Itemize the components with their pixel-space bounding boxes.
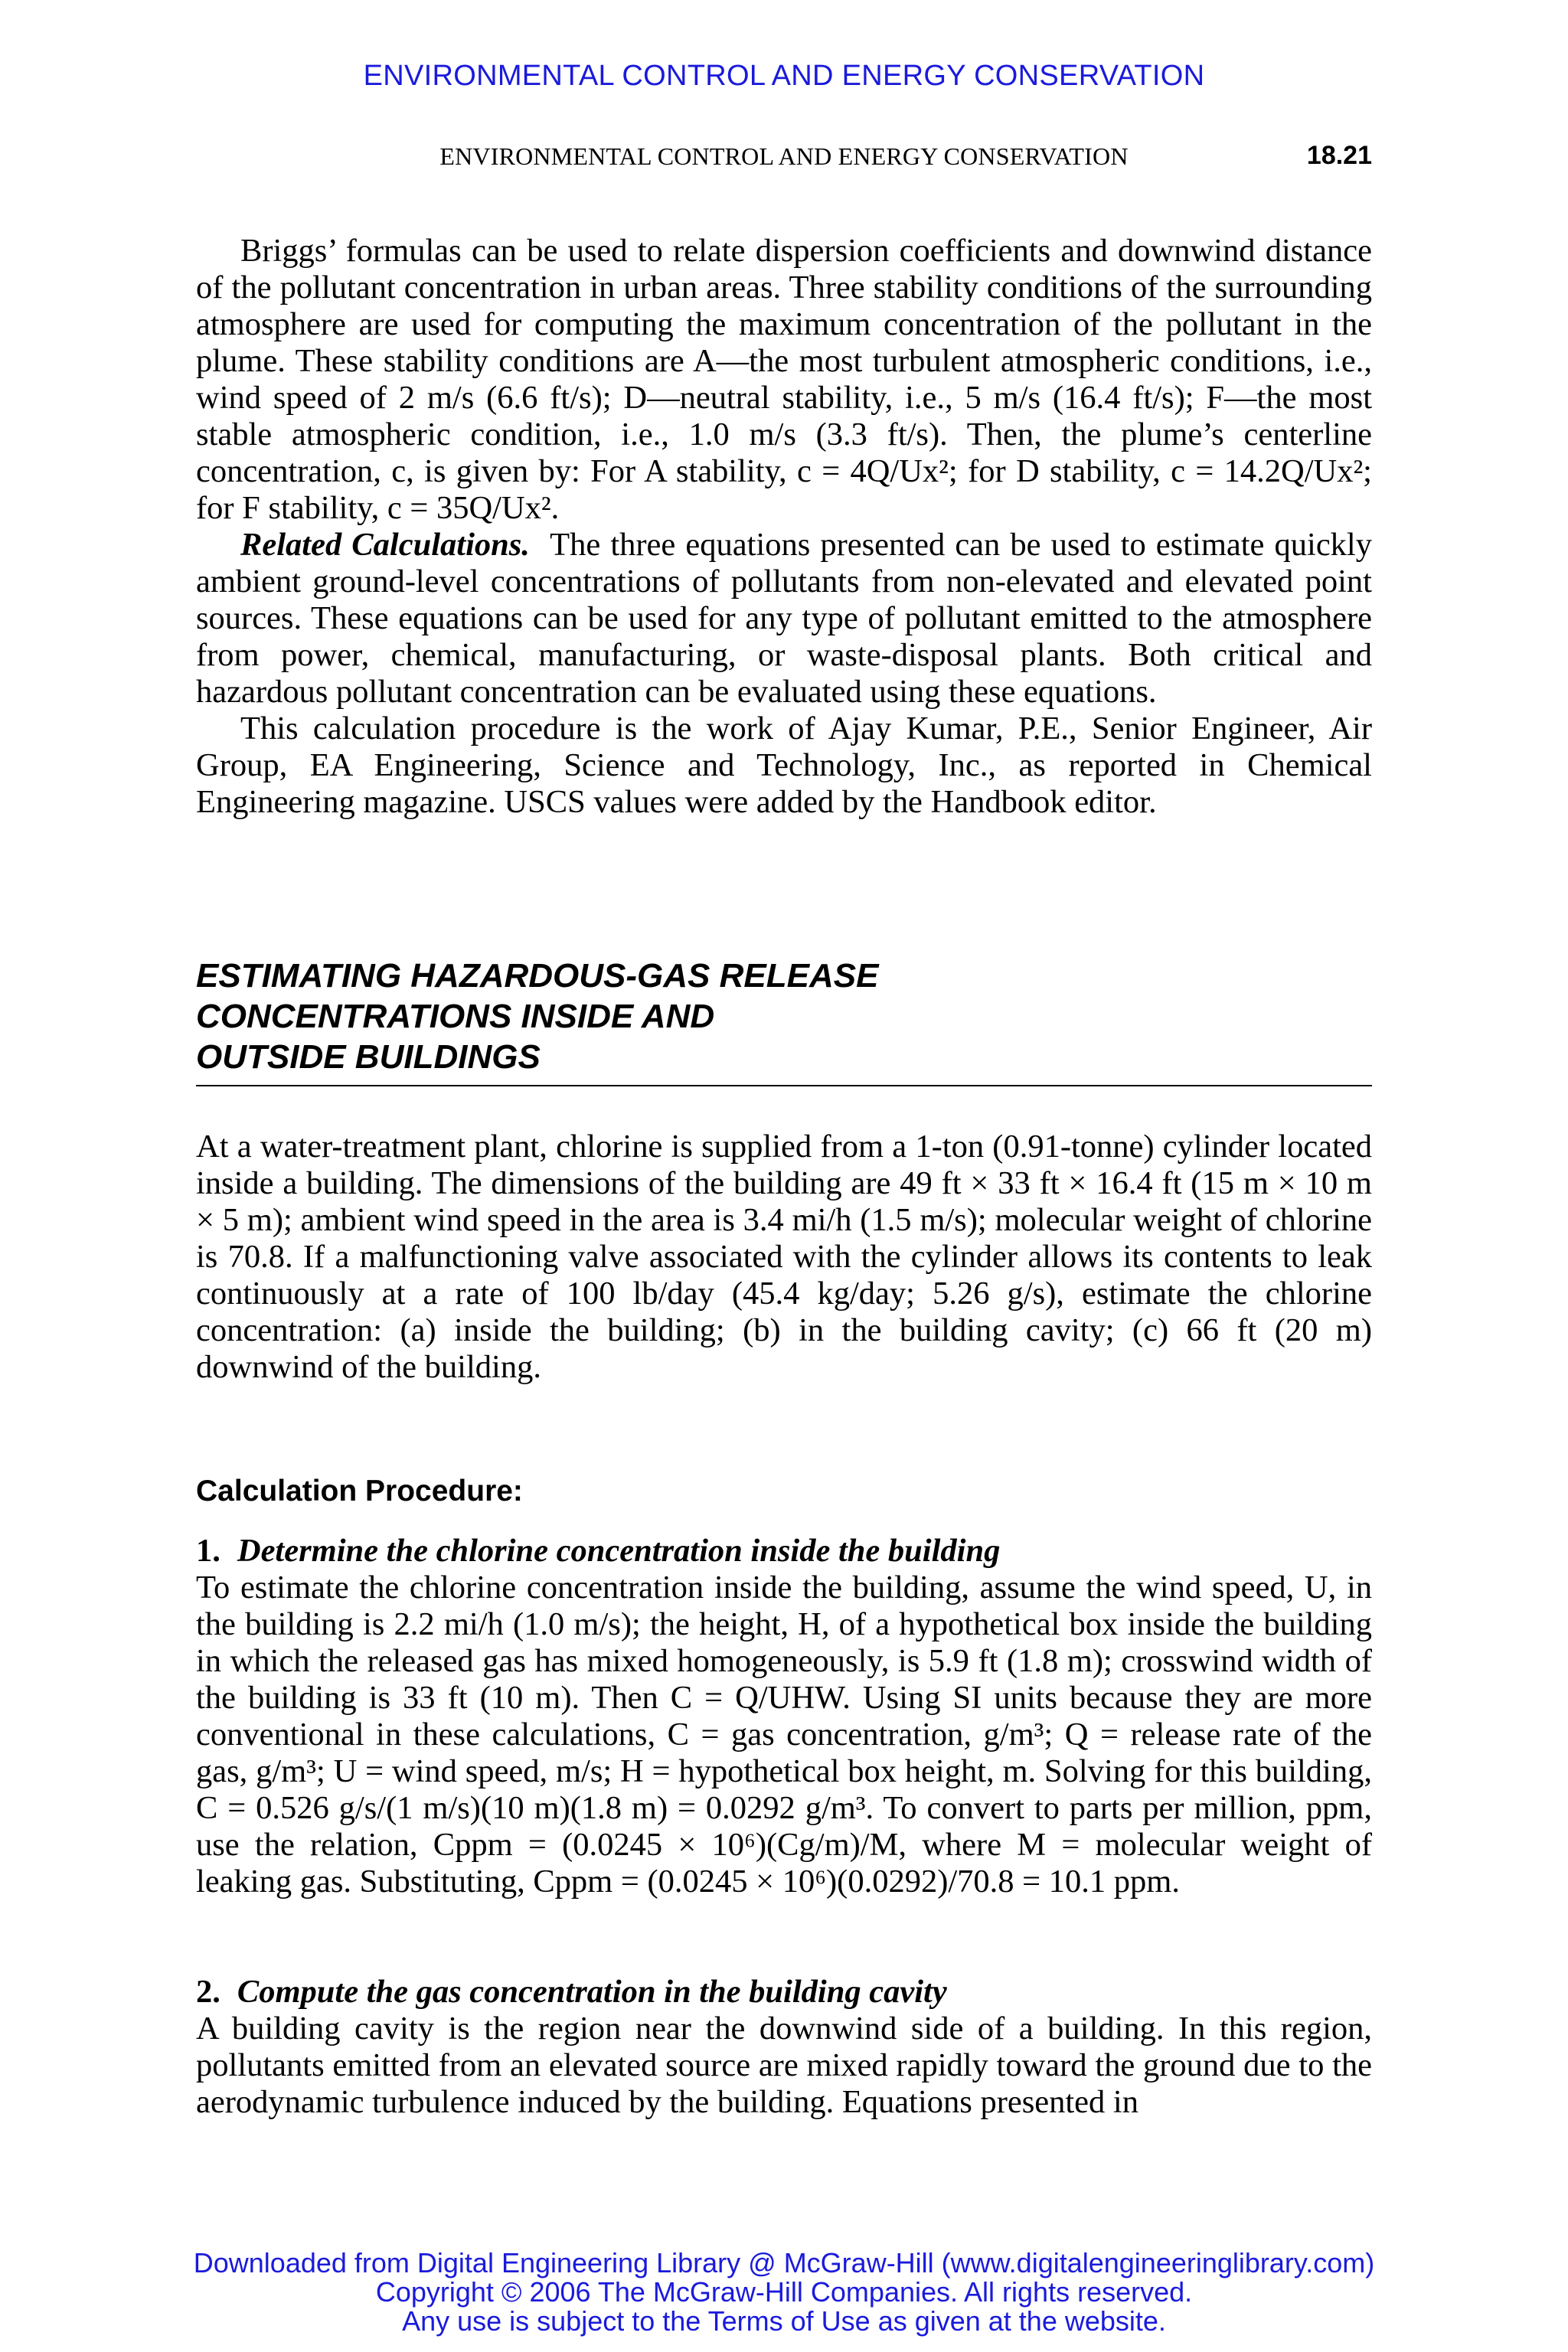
section-heading-line: ESTIMATING HAZARDOUS-GAS RELEASE: [196, 957, 879, 995]
section-heading-line: CONCENTRATIONS INSIDE AND: [196, 998, 715, 1035]
related-calculations-label: Related Calculations.: [240, 527, 530, 563]
step-title: [196, 1974, 1372, 2011]
library-banner: ENVIRONMENTAL CONTROL AND ENERGY CONSERVATION: [363, 60, 1205, 92]
step-2: [196, 1974, 1372, 2121]
library-footer: [0, 2249, 1568, 2336]
section-heading: [196, 956, 1372, 1086]
running-head: [196, 142, 1372, 179]
section-heading-line: OUTSIDE BUILDINGS: [196, 1038, 541, 1076]
intro-text: [196, 233, 1372, 821]
step-number: 2.: [196, 1974, 220, 2010]
problem-text: At a water-treatment plant, chlorine is supplied from a 1-ton (0.91-tonne) cylinder located inside a building. The dimensions of the building are 49 ft × 33 ft × 16.4 ft (15 m × 10 m × 5 m); ambient wind speed in the area is 3.4 mi/h (1.5 m/s); molecular weight of chlorine is 70.8. If a malfunctioning valve associated with the cylinder allows its contents to leak continuously at a rate of 100 lb/day (45.4 kg/day; 5.26 g/s), estimate the chlorine concentration: (a) inside the building; (b) in the building cavity; (c) 66 ft (20 m) downwind of the building.: [196, 1129, 1372, 1385]
step-body: A building cavity is the region near the downwind side of a building. In this region, pollutants emitted from an elevated source are mixed rapidly toward the ground due to the aerodynamic turbulence induced by the building. Equations presented in: [196, 2011, 1372, 2120]
step-heading-text: Determine the chlorine concentration inside the building: [237, 1533, 1001, 1569]
related-calculations-paragraph: [196, 527, 1372, 710]
footer-download-line: Downloaded from Digital Engineering Library @ McGraw-Hill (www.digitalengineeringlibrary.com): [193, 2247, 1375, 2278]
procedure-heading: Calculation Procedure:: [196, 1475, 523, 1508]
step-body: To estimate the chlorine concentration inside the building, assume the wind speed, U, in the building is 2.2 mi/h (1.0 m/s); the height, H, of a hypothetical box inside the building in which the released gas has mixed homogeneously, is 5.9 ft (1.8 m); crosswind width of the building is 33 ft (10 m). Then C = Q/UHW. Using SI units because they are more conventional in these calculations, C = gas concentration, g/m³; Q = release rate of the gas, g/m³; U = wind speed, m/s; H = hypothetical box height, m. Solving for this building, C = 0.526 g/s/(1 m/s)(10 m)(1.8 m) = 0.0292 g/m³. To convert to parts per million, ppm, use the relation, Cppm = (0.0245 × 10⁶)(Cg/m)/M, where M = molecular weight of leaking gas. Substituting, Cppm = (0.0245 × 10⁶)(0.0292)/70.8 = 10.1 ppm.: [196, 1570, 1372, 1900]
related-calculations-text: The three equations presented can be used to estimate quickly ambient ground-level concentrations of pollutants from non-elevated and elevated point sources. These equations can be used for any type of pollutant emitted to the atmosphere from power, chemical, manufacturing, or waste-disposal plants. Both critical and hazardous pollutant concentration can be evaluated using these equations.: [196, 527, 1372, 710]
running-title: ENVIRONMENTAL CONTROL AND ENERGY CONSERVATION: [439, 142, 1129, 170]
step-1: [196, 1533, 1372, 1900]
step-heading-text: Compute the gas concentration in the building cavity: [237, 1974, 947, 2010]
footer-terms-line: Any use is subject to the Terms of Use as given at the website.: [402, 2305, 1166, 2337]
footer-copyright-line: Copyright © 2006 The McGraw-Hill Companies. All rights reserved.: [375, 2276, 1193, 2308]
step-number: 1.: [196, 1533, 220, 1569]
problem-statement: [196, 1129, 1372, 1386]
intro-paragraph: Briggs’ formulas can be used to relate dispersion coefficients and downwind distance of the pollutant concentration in urban areas. Three stability conditions of the surrounding atmosphere are used for computing the maximum concentration of the pollutant in the plume. These stability conditions are A—the most turbulent atmospheric conditions, i.e., wind speed of 2 m/s (6.6 ft/s); D—neutral stability, i.e., 5 m/s (16.4 ft/s); F—the most stable atmospheric condition, i.e., 1.0 m/s (3.3 ft/s). Then, the plume’s centerline concentration, c, is given by: For A stability, c = 4Q/Ux²; for D stability, c = 14.2Q/Ux²; for F stability, c = 35Q/Ux².: [196, 233, 1372, 526]
page-number: 18.21: [1306, 141, 1372, 170]
step-title: [196, 1533, 1372, 1570]
attribution-paragraph: This calculation procedure is the work of Ajay Kumar, P.E., Senior Engineer, Air Group, EA Engineering, Science and Technology, Inc., as reported in Chemical Engineering magazine. USCS values were added by the Handbook editor.: [196, 710, 1372, 820]
